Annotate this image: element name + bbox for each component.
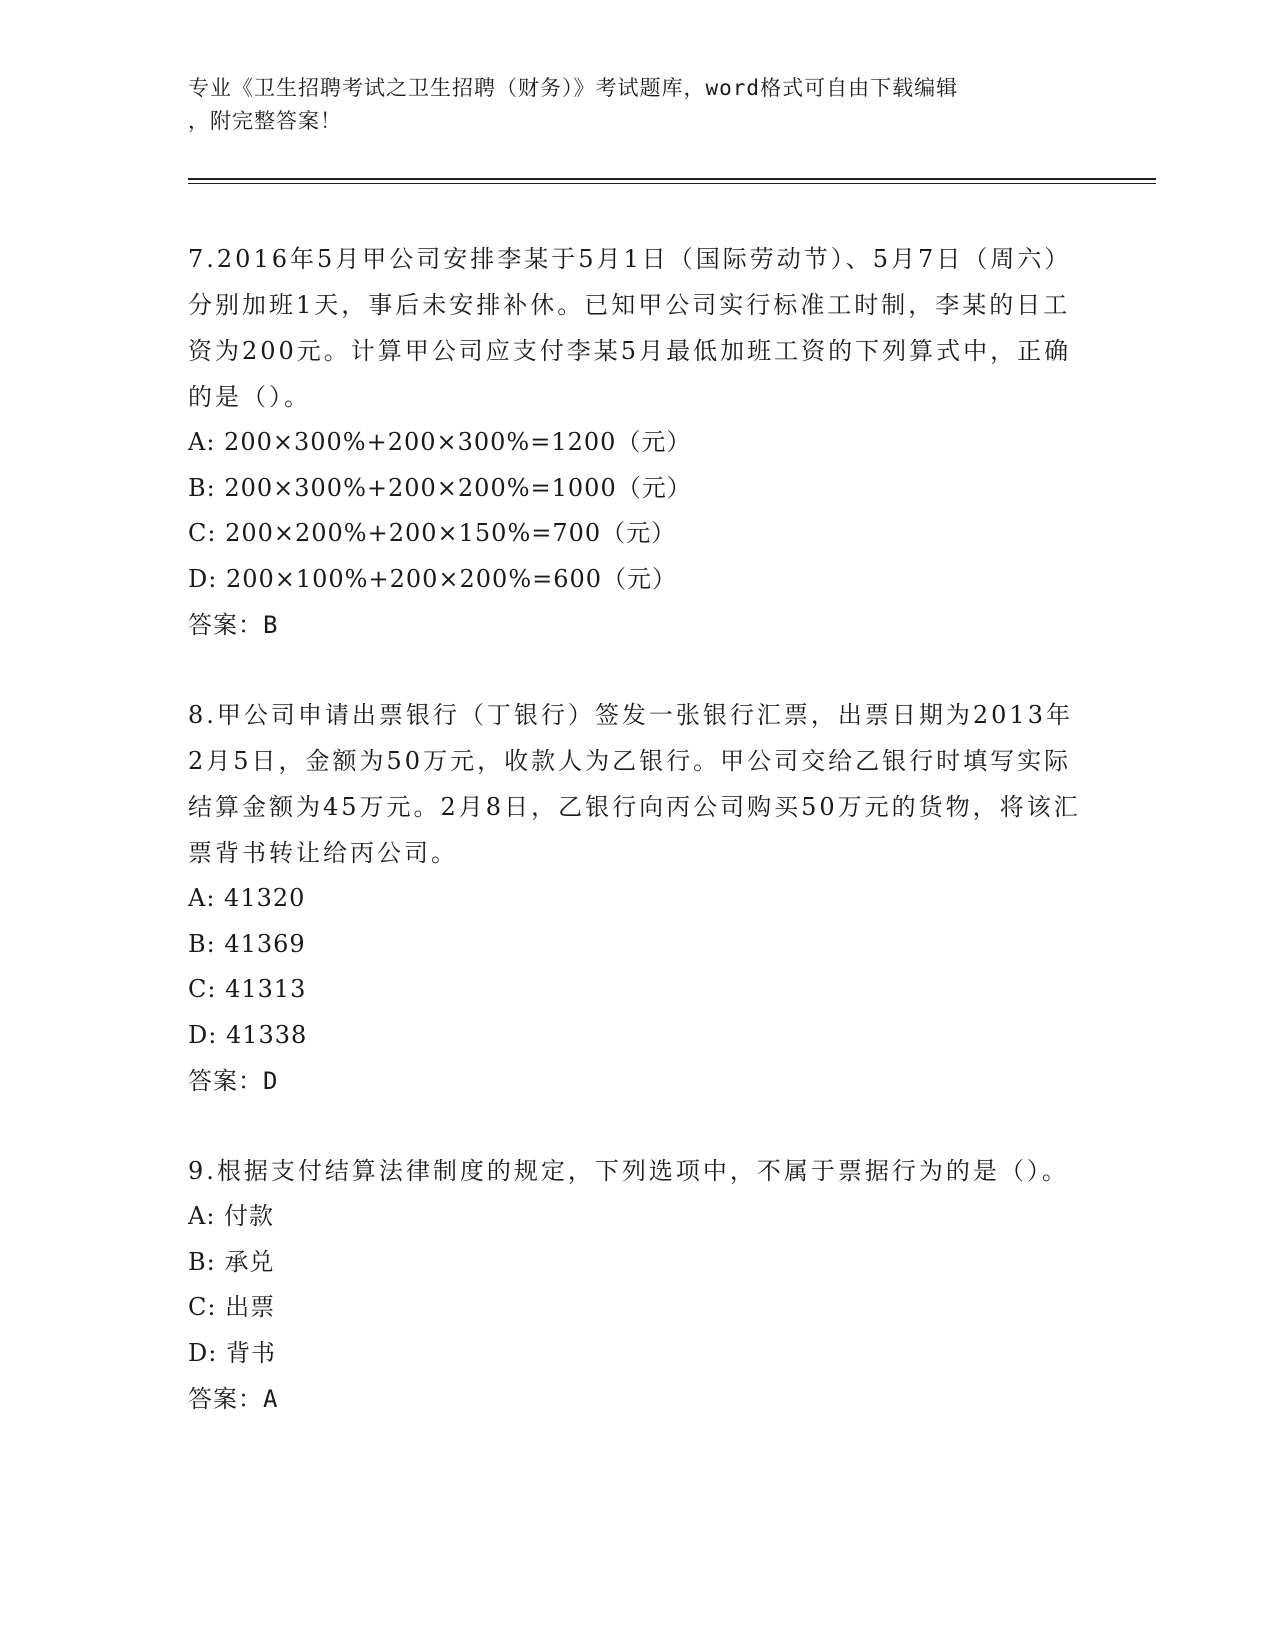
answer-line: 答案：B [188, 611, 279, 639]
document-header [188, 72, 1088, 138]
header-divider-thin [188, 183, 1156, 184]
option-c: C: 出票 [188, 1293, 276, 1321]
option-c: C: 200×200%+200×150%=700（元） [188, 519, 677, 547]
header-intro-line-1: 专业《卫生招聘考试之卫生招聘（财务）》考试题库，word格式可自由下载编辑 [188, 76, 959, 100]
option-b: B: 200×300%+200×200%=1000（元） [188, 473, 692, 502]
option-a: A: 200×300%+200×300%=1200（元） [188, 428, 692, 456]
question-stem: 7.2016年5月甲公司安排李某于5月1日（国际劳动节）、5月7日（周六）分别加班1天，事后未安排补休。已知甲公司实行标准工时制，李某的日工资为200元。计算甲公司应支付李某5月最低加班工资的下列算式中，正确的是（）。 [188, 245, 1072, 411]
header-divider-thick [188, 178, 1156, 180]
question-9 [188, 1148, 1088, 1422]
option-a: A: 41320 [188, 884, 306, 912]
option-d: D: 41338 [188, 1020, 308, 1049]
option-a: A: 付款 [188, 1202, 275, 1230]
question-7 [188, 236, 1088, 648]
answer-line: 答案：A [188, 1385, 279, 1413]
option-d: D: 背书 [188, 1338, 276, 1367]
question-stem: 9.根据支付结算法律制度的规定，下列选项中，不属于票据行为的是（）。 [188, 1157, 1069, 1185]
option-d: D: 200×100%+200×200%=600（元） [188, 564, 678, 593]
header-intro-line-2: ，附完整答案！ [188, 109, 342, 133]
question-stem: 8.甲公司申请出票银行（丁银行）签发一张银行汇票，出票日期为2013年2月5日，金额为50万元，收款人为乙银行。甲公司交给乙银行时填写实际结算金额为45万元。2月8日，乙银行向丙公司购买50万元的货物，将该汇票背书转让给丙公司。 [188, 701, 1081, 867]
option-b: B: 承兑 [188, 1247, 275, 1276]
question-8 [188, 692, 1088, 1104]
answer-line: 答案：D [188, 1067, 279, 1095]
option-b: B: 41369 [188, 929, 306, 958]
question-list [188, 236, 1088, 1466]
option-c: C: 41313 [188, 975, 307, 1003]
